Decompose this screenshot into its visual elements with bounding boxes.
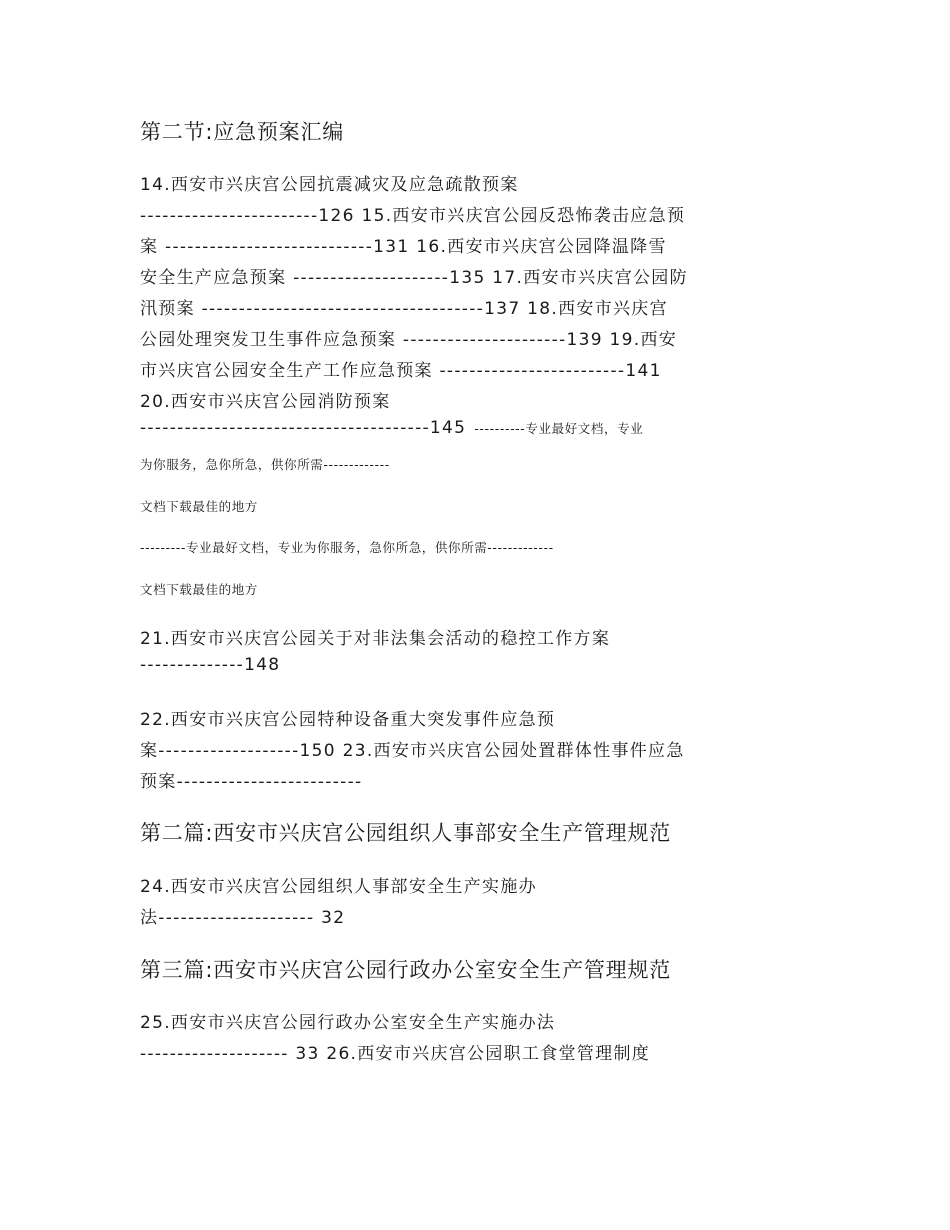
watermark-source: 文档下载最佳的地方 [140,499,258,514]
toc-line: 25.西安市兴庆宫公园行政办公室安全生产实施办法 [140,1013,556,1033]
toc-line: -------------------- 33 26.西安市兴庆宫公园职工食堂管理制度 [140,1044,651,1064]
watermark-text: ----------专业最好文档，专业 [474,421,644,436]
toc-line: 法--------------------- 32 [140,908,346,928]
toc-line: 安全生产应急预案 ---------------------135 17.西安市兴庆宫公园防 [140,268,688,288]
toc-line: 14.西安市兴庆宫公园抗震减灾及应急疏散预案 [140,175,519,195]
toc-line: 22.西安市兴庆宫公园特种设备重大突发事件应急预 [140,710,556,730]
toc-line: 20.西安市兴庆宫公园消防预案 [140,392,391,412]
watermark-text: 为你服务，急你所急，供你所需------------- [140,457,390,472]
toc-line-with-watermark [140,418,643,438]
toc-line: 市兴庆宫公园安全生产工作应急预案 -------------------------141 [140,361,662,381]
toc-line: ------------------------126 15.西安市兴庆宫公园反恐怖袭击应急预 [140,206,686,226]
toc-line: 预案------------------------- [140,772,363,792]
part-heading: 第三篇:西安市兴庆宫公园行政办公室安全生产管理规范 [140,958,672,982]
part-heading: 第二篇:西安市兴庆宫公园组织人事部安全生产管理规范 [140,821,672,845]
toc-line: 21.西安市兴庆宫公园关于对非法集会活动的稳控工作方案 [140,629,611,649]
toc-line: 汛预案 --------------------------------------137 18.西安市兴庆宫 [140,299,668,319]
toc-line-145: ---------------------------------------145 [140,418,467,438]
watermark-text: ---------专业最好文档，专业为你服务，急你所急，供你所需------------- [140,540,554,555]
watermark-source: 文档下载最佳的地方 [140,582,258,597]
toc-line: 24.西安市兴庆宫公园组织人事部安全生产实施办 [140,877,537,897]
toc-line: 公园处理突发卫生事件应急预案 ----------------------139 19.西安 [140,330,678,350]
toc-line: 案-------------------150 23.西安市兴庆宫公园处置群体性事件应急 [140,741,685,761]
toc-line: 案 ----------------------------131 16.西安市兴庆宫公园降温降雪 [140,237,667,257]
section-heading: 第二节:应急预案汇编 [140,120,345,144]
toc-line: --------------148 [140,655,281,675]
